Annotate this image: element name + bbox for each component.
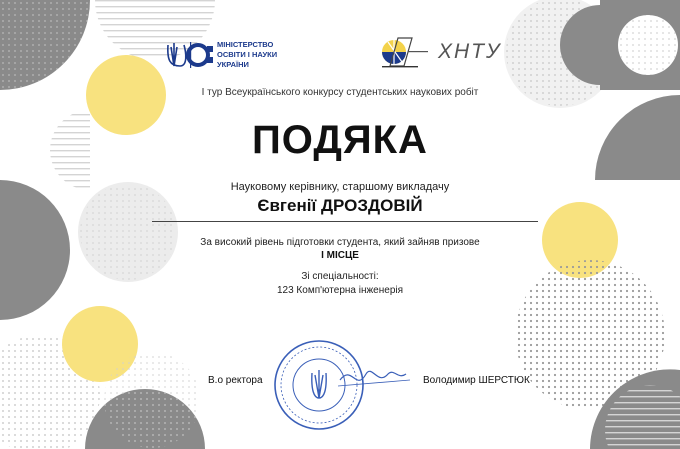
event-title: І тур Всеукраїнського конкурсу студентських наукових робіт xyxy=(201,87,479,98)
signature-scribble xyxy=(340,371,406,380)
stamp-trident-icon xyxy=(312,370,326,398)
recipient-name: Євгенії ДРОЗДОВІЙ xyxy=(257,196,423,215)
ministry-line: ОСВІТИ І НАУКИ xyxy=(217,50,278,59)
specialty-label: Зі спеціальності: xyxy=(301,271,379,282)
certificate-title: ПОДЯКА xyxy=(252,118,428,162)
ministry-line: МІНІСТЕРСТВО xyxy=(217,40,274,49)
signer-position: В.о ректора xyxy=(208,375,263,386)
specialty-value: 123 Комп'ютерна інженерія xyxy=(276,285,404,296)
ministry-square-icon xyxy=(207,46,213,52)
university-logo-text: ХНТУ xyxy=(438,40,502,63)
ministry-line: УКРАЇНИ xyxy=(217,60,249,69)
recipient-role: Науковому керівнику, старшому викладачу xyxy=(230,181,450,193)
signer-name: Володимир ШЕРСТЮК xyxy=(423,375,530,386)
signature-underline xyxy=(338,380,410,386)
ministry-logo xyxy=(168,42,213,68)
khntu-emblem-icon xyxy=(382,38,428,67)
name-underline xyxy=(152,221,538,222)
ministry-logo-text xyxy=(217,40,277,70)
award-reason: За високий рівень підготовки студента, який зайняв призове xyxy=(200,237,480,248)
decor-bottom-left xyxy=(0,306,205,449)
award-place: І МІСЦЕ xyxy=(321,250,359,261)
